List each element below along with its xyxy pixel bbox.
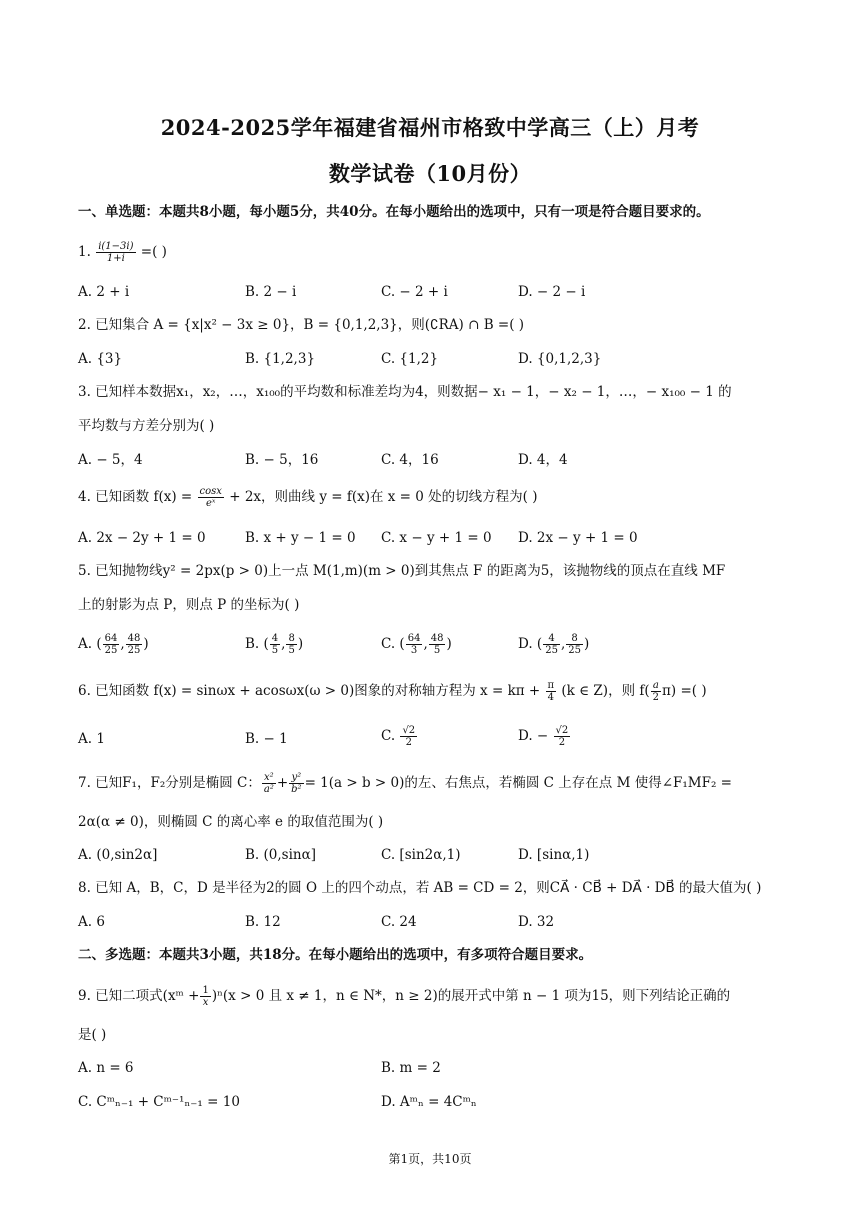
q5-d-n1: 4	[543, 633, 560, 645]
q3-option-d: D. 4，4	[518, 452, 568, 468]
q5-c-frac-2	[429, 633, 446, 656]
q7-f2-numerator: y²	[289, 772, 303, 784]
q6-c-denominator: 2	[405, 737, 412, 748]
question-5-line-1: 5. 已知抛物线y² = 2px(p > 0)上一点 M(1,m)(m > 0)到其焦点 F 的距离为5，该抛物线的顶点在直线 MF	[78, 563, 726, 579]
q5-option-a: A. ( $\frac{64}{25}$ , $\frac{48}{25}$ )	[78, 633, 149, 656]
q4-option-b: B. x + y − 1 = 0	[245, 530, 356, 546]
question-6	[78, 680, 707, 703]
q9-denominator: x	[202, 997, 209, 1008]
q6-f2-numerator: a	[651, 680, 661, 692]
q1-option-d: D. − 2 − i	[518, 284, 586, 300]
q4-option-d: D. 2x − y + 1 = 0	[518, 530, 638, 546]
q9-option-a: A. n = 6	[78, 1060, 134, 1076]
q5-a-d2: 25	[127, 645, 141, 656]
q7-f1-denominator: a²	[263, 784, 274, 795]
exam-title: 2024-2025学年福建省福州市格致中学高三（上）月考	[160, 115, 700, 140]
q7-f2-denominator: b²	[291, 784, 302, 795]
question-2: 2. 已知集合 A = {x|x² − 3x ≥ 0}，B = {0,1,2,3}，则(∁RA) ∩ B =( )	[78, 317, 525, 333]
q5-c-d1: 3	[410, 645, 418, 656]
q6-d-prefix: D. −	[518, 728, 549, 744]
question-7-line-2: 2α(α ≠ 0)，则椭圆 C 的离心率 e 的取值范围为( )	[78, 814, 384, 830]
q7-option-a: A. (0,sin2α]	[78, 847, 158, 863]
q5-b-prefix: B. (	[245, 636, 269, 652]
q6-c-numerator: √2	[402, 725, 416, 736]
q7-option-c: C. [sin2α,1)	[381, 847, 461, 863]
q5-option-b: B. ( $\frac{4}{5}$ , $\frac{8}{5}$ )	[245, 633, 304, 656]
q5-d-prefix: D. (	[518, 636, 543, 652]
q6-c-fraction	[400, 725, 417, 748]
exam-subtitle: 数学试卷（10月份）	[328, 161, 532, 186]
q5-a-n1: 64	[104, 633, 118, 644]
page-footer: 第1页，共10页	[388, 1152, 472, 1166]
q4-numerator: cosx	[199, 486, 222, 497]
q7-prefix: 7. 已知F₁，F₂分别是椭圆 C：	[78, 775, 261, 791]
q1-fraction	[96, 241, 135, 264]
q6-prefix: 6. 已知函数 f(x) = sinωx + acosωx(ω > 0)图象的对称轴方程为 x = kπ +	[78, 683, 541, 699]
q6-suffix: π) =( )	[662, 683, 707, 699]
q4-denominator: eˣ	[205, 498, 216, 509]
question-7-line-1	[78, 772, 732, 795]
q7-plus: +	[276, 775, 289, 791]
q5-d-n2: 8	[566, 633, 583, 645]
q5-a-frac-1	[103, 633, 120, 656]
q1-option-b: B. 2 − i	[245, 284, 297, 300]
q6-d-numerator: √2	[555, 725, 569, 736]
q3-option-b: B. − 5，16	[245, 452, 319, 468]
q4-suffix: + 2x，则曲线 y = f(x)在 x = 0 处的切线方程为( )	[229, 489, 538, 505]
q9-option-c: C. Cᵐₙ₋₁ + Cᵐ⁻¹ₙ₋₁ = 10	[78, 1094, 240, 1110]
q4-prefix: 4. 已知函数 f(x) =	[78, 489, 193, 505]
q7-f1-numerator: x²	[262, 772, 276, 784]
q2-option-d: D. {0,1,2,3}	[518, 351, 602, 367]
q1-numerator: i(1−3i)	[98, 241, 134, 252]
q5-b-d1: 5	[271, 645, 279, 656]
q6-option-d	[518, 725, 571, 748]
q5-a-n2: 48	[127, 633, 141, 644]
q5-c-d2: 5	[433, 645, 441, 656]
q5-d-d2: 25	[568, 645, 581, 656]
q6-middle: (k ∈ Z)，则 f(	[561, 683, 650, 699]
q8-option-d: D. 32	[518, 914, 555, 930]
q9-numerator: 1	[202, 985, 209, 996]
q5-b-d2: 5	[288, 645, 295, 656]
q6-fraction-2	[651, 680, 661, 703]
q6-option-a: A. 1	[78, 731, 105, 747]
q5-option-d: D. ( $\frac{4}{25}$ , $\frac{8}{25}$ )	[518, 633, 590, 656]
q1-option-a: A. 2 + i	[78, 284, 130, 300]
question-8: 8. 已知 A，B，C，D 是半径为2的圆 O 上的四个动点，若 AB = CD = 2，则CA⃗ · CB⃗ + DA⃗ · DB⃗ 的最大值为( )	[78, 880, 762, 896]
q5-a-frac-2	[126, 633, 143, 656]
q7-option-d: D. [sinα,1)	[518, 847, 590, 863]
question-1	[78, 241, 167, 264]
q9-option-d: D. Aᵐₙ = 4Cᵐₙ	[381, 1094, 477, 1110]
q2-option-b: B. {1,2,3}	[245, 351, 316, 367]
q3-option-c: C. 4，16	[381, 452, 439, 468]
q8-option-b: B. 12	[245, 914, 281, 930]
q7-fraction-2	[289, 772, 303, 795]
q9-fraction	[200, 985, 210, 1008]
q6-f2-denominator: 2	[652, 692, 660, 703]
q5-c-prefix: C. (	[381, 636, 405, 652]
q5-a-d1: 25	[104, 645, 118, 656]
q8-option-a: A. 6	[78, 914, 105, 930]
q7-option-b: B. (0,sinα]	[245, 847, 316, 863]
q5-c-n1: 64	[407, 633, 421, 644]
question-3-line-1: 3. 已知样本数据x₁，x₂，…，x₁₀₀的平均数和标准差均为4，则数据− x₁ − 1，− x₂ − 1，…，− x₁₀₀ − 1 的	[78, 384, 732, 400]
question-4	[78, 486, 537, 509]
q5-b-frac-2	[286, 633, 296, 656]
q6-d-denominator: 2	[558, 737, 566, 748]
q1-tail: =( )	[140, 244, 167, 260]
q5-d-frac-1	[543, 633, 560, 656]
q6-c-prefix: C.	[381, 728, 396, 744]
q4-option-a: A. 2x − 2y + 1 = 0	[78, 530, 206, 546]
q4-option-c: C. x − y + 1 = 0	[381, 530, 492, 546]
q5-b-n2: 8	[288, 633, 295, 644]
section-1-heading: 一、单选题：本题共8小题，每小题5分，共40分。在每小题给出的选项中，只有一项是符合题目要求的。	[78, 204, 710, 220]
q1-denominator: 1+i	[106, 253, 125, 264]
question-9-line-1	[78, 985, 730, 1008]
q5-option-c: C. ( $\frac{64}{3}$ , $\frac{48}{5}$ )	[381, 633, 452, 656]
q1-option-c: C. − 2 + i	[381, 284, 448, 300]
q7-suffix: = 1(a > b > 0)的左、右焦点，若椭圆 C 上存在点 M 使得∠F₁MF₂ =	[304, 775, 732, 791]
q1-number: 1.	[78, 244, 91, 260]
q5-c-n2: 48	[430, 633, 444, 644]
q8-option-c: C. 24	[381, 914, 417, 930]
q6-option-b: B. − 1	[245, 731, 288, 747]
question-5-line-2: 上的射影为点 P，则点 P 的坐标为( )	[78, 597, 300, 613]
section-2-heading: 二、多选题：本题共3小题，共18分。在每小题给出的选项中，有多项符合题目要求。	[78, 947, 593, 963]
q4-fraction	[198, 486, 224, 509]
q5-b-frac-1	[270, 633, 280, 656]
q5-a-prefix: A. (	[78, 636, 102, 652]
q6-f1-denominator: 4	[547, 692, 554, 703]
q9-option-b: B. m = 2	[381, 1060, 441, 1076]
question-3-line-2: 平均数与方差分别为( )	[78, 418, 215, 434]
q6-f1-numerator: π	[547, 680, 555, 691]
q5-c-frac-1	[406, 633, 423, 656]
q5-b-n1: 4	[271, 633, 279, 644]
q5-d-frac-2	[566, 633, 583, 656]
q5-d-d1: 25	[545, 645, 558, 656]
q6-fraction-1	[546, 680, 557, 703]
q7-fraction-1	[262, 772, 276, 795]
q9-prefix: 9. 已知二项式(xᵐ +	[78, 988, 200, 1004]
q9-suffix: )ⁿ(x > 0 且 x ≠ 1，n ∈ N*，n ≥ 2)的展开式中第 n − 1 项为15，则下列结论正确的	[211, 988, 731, 1004]
q2-option-c: C. {1,2}	[381, 351, 439, 367]
q6-d-fraction	[554, 725, 571, 748]
q6-option-c	[381, 725, 418, 748]
question-9-line-2: 是( )	[78, 1027, 107, 1043]
q3-option-a: A. − 5，4	[78, 452, 143, 468]
q2-option-a: A. {3}	[78, 351, 123, 367]
